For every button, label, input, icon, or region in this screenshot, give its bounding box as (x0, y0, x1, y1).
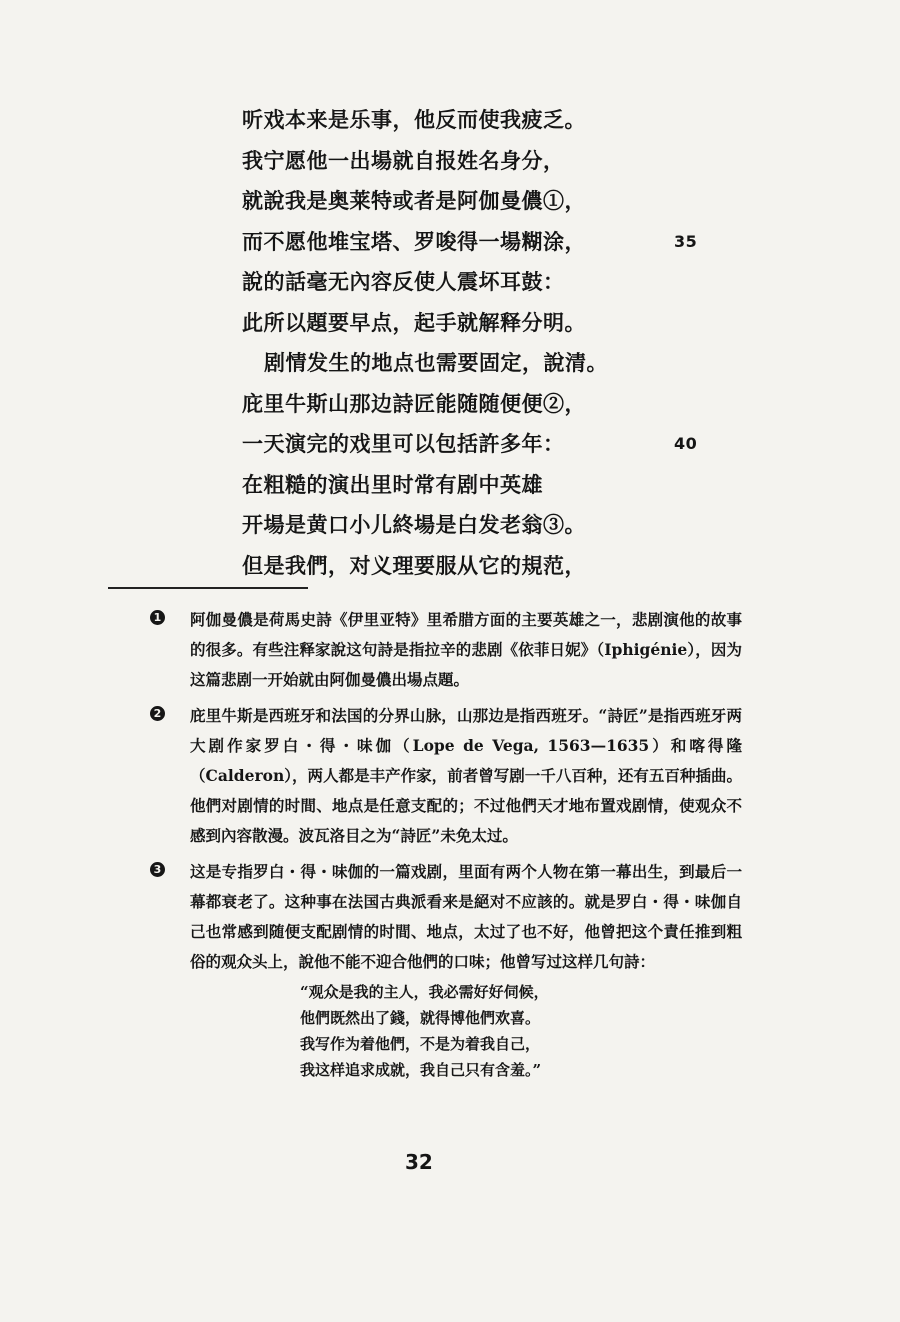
verse-line: 但是我們，对义理要服从它的規范， (242, 552, 586, 578)
poem-line: 我写作为着他們，不是为着我自己， (300, 1035, 541, 1053)
poem-line: 他們既然出了錢，就得博他們欢喜。 (300, 1009, 541, 1027)
verse-line: 而不愿他堆宝塔、罗唆得一場糊涂， 35 (242, 222, 802, 263)
page-number: 32 (405, 1150, 433, 1174)
footnote-text: 这是专指罗白・得・味伽的一篇戏剧，里面有两个人物在第一幕出生，到最后一幕都衰老了。这种事在法国古典派看来是絕对不应該的。就是罗白・得・味伽自己也常感到随便支配剧情的时間、地点，太过了也不好，他曾把这个責任推到粗俗的观众头上，說他不能不迎合他們的口味；他曾写过这样几句詩： (190, 862, 742, 971)
poem-line: 我这样追求成就，我自己只有含羞。” (300, 1061, 542, 1079)
poem-line: “观众是我的主人，我必需好好伺候， (300, 983, 549, 1001)
verse-line: 就說我是奥莱特或者是阿伽曼儂①， (242, 188, 586, 213)
footnote-text: 庇里牛斯是西班牙和法国的分界山脉，山那边是指西班牙。“詩匠”是指西班牙两大剧作家罗白・得・味伽（Lope de Vega, 1563—1635）和喀得隆（Calderon），两人都是丰产作家，前者曾写剧一千八百种，还有五百种插曲。他們对剧情的时間、地点是任意支配的；不过他們天才地布置戏剧情，使观众不感到內容散漫。波瓦洛目之为“詩匠”未免太过。 (190, 706, 742, 845)
verse-line: 听戏本来是乐事，他反而使我疲乏。 (242, 107, 586, 132)
footnote-text: 阿伽曼儂是荷馬史詩《伊里亚特》里希腊方面的主要英雄之一，悲剧演他的故事的很多。有些注释家說这句詩是指拉辛的悲剧《依菲日妮》（Iphigénie），因为这篇悲剧一开始就由阿伽曼儂出場点題。 (190, 610, 742, 689)
footnote-divider (108, 587, 308, 589)
footnote-marker: 3 (150, 862, 165, 877)
quoted-poem (300, 979, 742, 1083)
footnote (150, 605, 742, 695)
verse-line: 剧情发生的地点也需要固定，說清。 (264, 350, 608, 375)
footnotes (150, 605, 742, 1089)
verse-line: 此所以題要早点，起手就解释分明。 (242, 309, 586, 335)
footnote-marker: 2 (150, 706, 165, 721)
footnote (150, 701, 742, 851)
line-number: 40 (674, 434, 698, 453)
verse-line: 在粗糙的演出里时常有剧中英雄 (242, 471, 543, 497)
line-number: 35 (674, 231, 698, 251)
footnote-marker: 1 (150, 610, 165, 625)
verse-line: 我宁愿他一出場就自报姓名身分， (242, 147, 565, 173)
footnote (150, 857, 742, 1083)
verse-block (242, 100, 802, 586)
verse-line: 說的話毫无內容反使人震坏耳鼓： (242, 269, 565, 294)
verse-line: 庇里牛斯山那边詩匠能随随便便②， (242, 390, 586, 416)
verse-line: 一天演完的戏里可以包括許多年： 40 (242, 424, 802, 465)
verse-line: 开場是黄口小儿終場是白发老翁③。 (242, 512, 586, 537)
